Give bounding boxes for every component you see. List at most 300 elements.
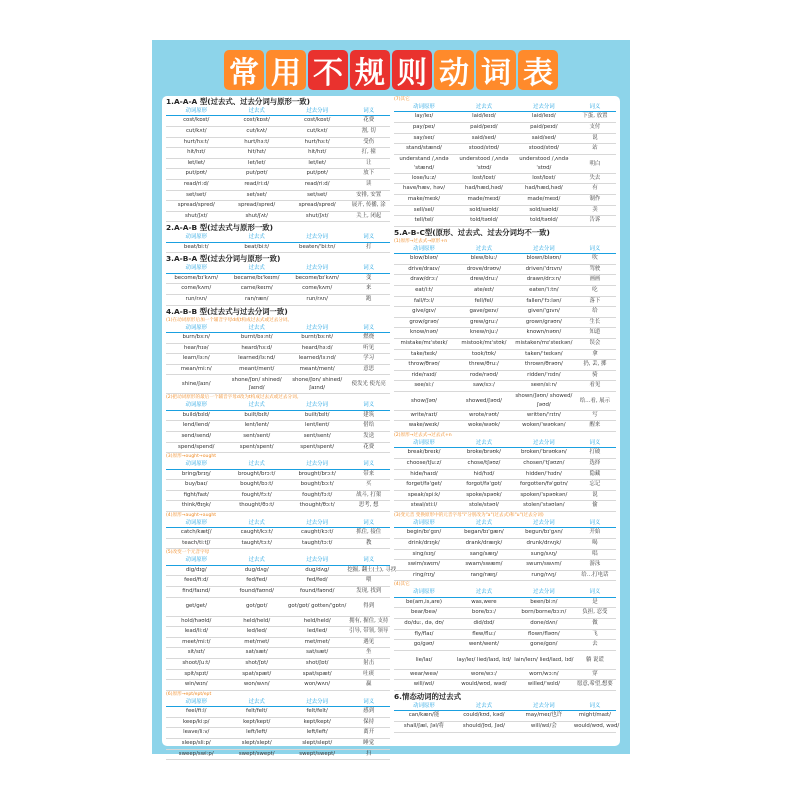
table-cell: cut/kʌt/ [166, 127, 226, 138]
table-cell: 明白 [574, 154, 616, 173]
table-cell: ride/raɪd/ [394, 370, 454, 381]
table-cell: 吃 [574, 285, 616, 296]
table-cell: ran/ræn/ [226, 294, 286, 305]
table-cell: 说 [574, 133, 616, 144]
table-cell: saw/sɔ:/ [454, 381, 514, 392]
table-cell: lose/lu:z/ [394, 173, 454, 184]
table-cell: may/meɪ/也许 [514, 711, 574, 722]
table-row [394, 338, 616, 349]
table-row [394, 173, 616, 184]
table-cell: 发送 [347, 431, 390, 442]
table-cell: shall/ʃæl, ʃəl/将 [394, 721, 454, 732]
table-cell: spread/spred/ [226, 201, 286, 212]
table-cell: hidden/ˈhɪdn/ [514, 469, 574, 480]
column-header: 词义 [347, 324, 390, 333]
verb-table [166, 107, 390, 222]
table-cell: spoke/spəʊk/ [454, 490, 514, 501]
table-cell: 喂 [347, 576, 390, 587]
title-char: 表 [518, 50, 558, 90]
table-cell: cost/kɒst/ [226, 116, 286, 127]
table-row [166, 501, 390, 512]
table-cell: spat/spæt/ [287, 669, 347, 680]
verb-table [394, 103, 616, 227]
column-header: 过去分词 [514, 519, 574, 528]
table-cell: did/dɪd/ [454, 619, 514, 630]
table-cell: sit/sɪt/ [166, 648, 226, 659]
table-cell: built/bɪlt/ [226, 410, 286, 421]
table-cell: will/wɪl/会 [514, 721, 574, 732]
table-cell: cut/kʌt/ [287, 127, 347, 138]
table-cell: 生长 [574, 317, 616, 328]
table-cell: hold/həʊld/ [166, 616, 226, 627]
table-cell: said/sed/ [454, 133, 514, 144]
table-cell: win/wɪn/ [166, 680, 226, 691]
table-cell: stood/stʊd/ [514, 144, 574, 155]
table-cell: send/send/ [166, 431, 226, 442]
table-row [166, 242, 390, 253]
table-cell: drove/drəʊv/ [454, 264, 514, 275]
table-row [166, 137, 390, 148]
table-row [394, 307, 616, 318]
column-header: 过去分词 [287, 107, 347, 116]
title-char: 词 [476, 50, 516, 90]
table-row [394, 254, 616, 265]
table-cell: thrown/θrəʊn/ [514, 360, 574, 371]
table-row [394, 629, 616, 640]
table-cell: shut/ʃʌt/ [287, 211, 347, 222]
table-header-row [166, 233, 390, 242]
table-cell: built/bɪlt/ [287, 410, 347, 421]
column-header: 动词原形 [394, 439, 454, 448]
table-cell: sent/sent/ [287, 431, 347, 442]
table-cell: fell/fel/ [454, 296, 514, 307]
table-cell: flown/fləʊn/ [514, 629, 574, 640]
table-cell: rang/ræŋ/ [454, 570, 514, 581]
table-header-row [166, 519, 390, 528]
table-cell: lent/lent/ [287, 421, 347, 432]
table-cell: blown/bləʊn/ [514, 254, 574, 265]
column-header: 动词原形 [166, 233, 226, 242]
table-row [394, 184, 616, 195]
table-cell: swam/swæm/ [454, 560, 514, 571]
column-header: 动词原形 [394, 519, 454, 528]
column-header: 过去式 [226, 401, 286, 410]
table-cell: 去 [574, 640, 616, 651]
table-cell: paid/peɪd/ [454, 123, 514, 134]
table-cell: tell/tel/ [394, 216, 454, 227]
table-cell: fed/fed/ [226, 576, 286, 587]
table-cell: drink/drɪŋk/ [394, 539, 454, 550]
table-cell: beaten/ˈbi:tn/ [287, 242, 347, 253]
table-row [166, 480, 390, 491]
table-row [394, 194, 616, 205]
table-cell: take/teɪk/ [394, 349, 454, 360]
table-cell: teach/ti:tʃ/ [166, 538, 226, 549]
section-title: 1.A-A-A 型(过去式、过去分词与原形一致) [166, 97, 311, 106]
table-cell: grew/gru:/ [454, 317, 514, 328]
table-cell: 躺 说谎 [574, 650, 616, 669]
table-cell: sell/sel/ [394, 205, 454, 216]
table-cell: hid/hɪd/ [454, 469, 514, 480]
column-header: 动词原形 [394, 245, 454, 254]
table-cell: shoot/ʃu:t/ [166, 659, 226, 670]
table-cell: wrote/rəʊt/ [454, 410, 514, 421]
table-cell: begun/bɪˈgʌn/ [514, 528, 574, 539]
table-cell: met/met/ [287, 637, 347, 648]
table-cell: 关上, 闭起 [347, 211, 390, 222]
column-header: 词义 [347, 460, 390, 469]
table-cell: 偷 [574, 501, 616, 512]
table-cell: 遇见 [347, 637, 390, 648]
column-header: 动词原形 [166, 556, 226, 565]
table-cell: shone/ʃɒn/ shined/ʃaɪnd/ [226, 375, 286, 394]
table-cell: 割, 切 [347, 127, 390, 138]
table-cell: eaten/ˈi:tn/ [514, 285, 574, 296]
table-cell: brought/brɔ:t/ [287, 469, 347, 480]
table-cell: meet/mi:t/ [166, 637, 226, 648]
table-cell: stolen/ˈstəʊlən/ [514, 501, 574, 512]
table-cell: understood /ˌʌndəˈstʊd/ [454, 154, 514, 173]
table-cell: spread/spred/ [287, 201, 347, 212]
table-cell: 放下 [347, 169, 390, 180]
table-cell: seen/si:n/ [514, 381, 574, 392]
table-cell: 开始 [574, 528, 616, 539]
table-cell: might/maɪt/ [574, 711, 616, 722]
table-cell: should/ʃʊd, ʃəd/ [454, 721, 514, 732]
table-row [166, 490, 390, 501]
table-cell: found/faʊnd/ [226, 587, 286, 598]
column-header: 过去式 [226, 460, 286, 469]
title-char: 用 [266, 50, 306, 90]
table-cell: said/sed/ [514, 133, 574, 144]
table-cell: 思考, 想 [347, 501, 390, 512]
table-cell: began/bɪˈgæn/ [454, 528, 514, 539]
table-cell: 给…看, 展示 [574, 391, 616, 410]
table-cell: stand/stænd/ [394, 144, 454, 155]
table-cell: swept/swept/ [287, 749, 347, 760]
table-cell: blow/bləʊ/ [394, 254, 454, 265]
table-row [166, 116, 390, 127]
table-header-row [166, 556, 390, 565]
table-cell: drive/draɪv/ [394, 264, 454, 275]
table-cell: hit/hɪt/ [226, 148, 286, 159]
table-cell: 赢 [347, 680, 390, 691]
table-header-row [166, 460, 390, 469]
table-cell: spat/spæt/ [226, 669, 286, 680]
table-cell: kept/kept/ [226, 717, 286, 728]
table-cell: sung/sʌŋ/ [514, 549, 574, 560]
table-row [394, 721, 616, 732]
table-cell: 借给 [347, 421, 390, 432]
table-cell: bring/brɪŋ/ [166, 469, 226, 480]
table-cell: forgot/fəˈgɒt/ [454, 480, 514, 491]
table-row [166, 431, 390, 442]
poster [152, 40, 630, 757]
title-char: 不 [308, 50, 348, 90]
table-row [166, 669, 390, 680]
table-row [166, 576, 390, 587]
table-cell: lead/li:d/ [166, 627, 226, 638]
section-note: (3)原形→ought→ought [166, 454, 217, 460]
table-cell: mistake/mɪˈsteɪk/ [394, 338, 454, 349]
table-cell: lost/lɒst/ [514, 173, 574, 184]
table-cell: blew/blu:/ [454, 254, 514, 265]
table-cell: 选择 [574, 459, 616, 470]
verb-table [166, 233, 390, 253]
table-cell: won/wʌn/ [287, 680, 347, 691]
table-cell: caught/kɔ:t/ [226, 528, 286, 539]
column-header: 动词原形 [166, 264, 226, 273]
table-cell: shone/ʃɒn/ shined/ʃaɪnd/ [287, 375, 347, 394]
table-cell: buy/baɪ/ [166, 480, 226, 491]
table-cell: 唱 [574, 549, 616, 560]
table-cell: 扔, 丢, 掷 [574, 360, 616, 371]
table-cell: found/faʊnd/ [287, 587, 347, 598]
table-header-row [166, 107, 390, 116]
table-cell: spoken/ˈspəʊkən/ [514, 490, 574, 501]
verb-table [166, 401, 390, 453]
table-cell: let/let/ [287, 158, 347, 169]
column-header: 过去分词 [287, 264, 347, 273]
table-cell: 坐 [347, 648, 390, 659]
table-cell: 建筑 [347, 410, 390, 421]
table-cell: fed/fed/ [287, 576, 347, 587]
table-cell: 花费 [347, 442, 390, 453]
table-cell: say/seɪ/ [394, 133, 454, 144]
table-cell: 带来 [347, 469, 390, 480]
table-cell: drank/dræŋk/ [454, 539, 514, 550]
table-row [166, 364, 390, 375]
table-cell: be(am,is,are) [394, 597, 454, 608]
table-cell: wore/wɔ:/ [454, 669, 514, 680]
table-cell: 给 [574, 307, 616, 318]
column-header: 过去分词 [287, 324, 347, 333]
column-header: 动词原形 [166, 401, 226, 410]
table-row [394, 560, 616, 571]
table-cell: 打 [347, 242, 390, 253]
table-cell: 买 [347, 480, 390, 491]
table-cell: burn/bɜ:n/ [166, 332, 226, 343]
table-cell: sweep/swi:p/ [166, 749, 226, 760]
table-row [394, 528, 616, 539]
table-header-row [166, 698, 390, 707]
table-cell: willed/ˈwɪld/ [514, 680, 574, 691]
table-cell: 游泳 [574, 560, 616, 571]
table-cell: do/du:, də, dʊ/ [394, 619, 454, 630]
table-row [166, 284, 390, 295]
column-header: 词义 [347, 556, 390, 565]
section-note: (1)在动词原形后加一个辅音字母d或t构成过去式或过去分词。 [166, 317, 293, 323]
table-cell: understand /ˌʌndəˈstænd/ [394, 154, 454, 173]
table-cell: shut/ʃʌt/ [166, 211, 226, 222]
table-cell: heard/hɜ:d/ [287, 343, 347, 354]
table-cell: 支付 [574, 123, 616, 134]
table-row [166, 627, 390, 638]
column-header: 动词原形 [166, 460, 226, 469]
table-cell: 战斗, 打架 [347, 490, 390, 501]
table-cell: get/get/ [166, 597, 226, 616]
table-row [394, 370, 616, 381]
table-cell: give/gɪv/ [394, 307, 454, 318]
verb-table [166, 556, 397, 690]
table-cell: felt/felt/ [226, 707, 286, 718]
table-cell: 受伤 [347, 137, 390, 148]
table-row [166, 410, 390, 421]
table-cell: hurt/hɜ:t/ [287, 137, 347, 148]
table-cell: eat/i:t/ [394, 285, 454, 296]
table-cell: 保持 [347, 717, 390, 728]
verb-table [394, 702, 620, 733]
table-cell: lend/lend/ [166, 421, 226, 432]
column-header: 动词原形 [166, 519, 226, 528]
column-header: 过去分词 [287, 233, 347, 242]
column-header: 过去分词 [514, 103, 574, 112]
table-cell: mistaken/mɪˈsteɪkən/ [514, 338, 574, 349]
table-cell: spit/spɪt/ [166, 669, 226, 680]
table-cell: beat/bi:t/ [226, 242, 286, 253]
table-cell: shut/ʃʌt/ [226, 211, 286, 222]
verb-table [394, 439, 616, 512]
table-cell: 是 [574, 597, 616, 608]
table-cell: born/borne/bɔ:n/ [514, 608, 574, 619]
table-cell: let/let/ [166, 158, 226, 169]
table-cell: 有 [574, 184, 616, 195]
table-cell: wear/weə/ [394, 669, 454, 680]
table-cell: had/hæd,həd/ [514, 184, 574, 195]
table-cell: worn/wɔ:n/ [514, 669, 574, 680]
table-row [166, 169, 390, 180]
column-header: 过去式 [454, 103, 514, 112]
column-header: 过去式 [226, 264, 286, 273]
table-cell: went/went/ [454, 640, 514, 651]
table-cell: 拥有, 握住, 支持 [347, 616, 390, 627]
table-row [166, 201, 390, 212]
column-header: 过去式 [226, 324, 286, 333]
table-cell: leave/li:v/ [166, 728, 226, 739]
column-header: 动词原形 [394, 588, 454, 597]
table-cell: 拿 [574, 349, 616, 360]
table-cell: led/led/ [287, 627, 347, 638]
table-cell: 睡觉 [347, 739, 390, 750]
table-row [394, 123, 616, 134]
table-cell: came/keɪm/ [226, 284, 286, 295]
table-row [394, 490, 616, 501]
table-row [166, 565, 390, 576]
table-row [166, 616, 390, 627]
table-cell: got/gɒt/ [226, 597, 286, 616]
table-cell: swim/swɪm/ [394, 560, 454, 571]
column-header: 词义 [347, 264, 390, 273]
table-cell: rung/rʌŋ/ [514, 570, 574, 581]
table-cell: will/wɪl/ [394, 680, 454, 691]
table-cell: 给…打电话 [574, 570, 616, 581]
table-cell: held/held/ [226, 616, 286, 627]
table-row [394, 421, 616, 432]
section-note: (1)原形→过去式→原形+n [394, 238, 448, 244]
table-cell: hurt/hɜ:t/ [166, 137, 226, 148]
table-cell: ridden/ˈrɪdn/ [514, 370, 574, 381]
table-cell: set/set/ [166, 190, 226, 201]
table-cell: taught/tɔ:t/ [287, 538, 347, 549]
table-row [166, 538, 390, 549]
table-cell: 做 [574, 619, 616, 630]
table-cell: show/ʃəʊ/ [394, 391, 454, 410]
column-header: 词义 [347, 401, 390, 410]
table-cell: lost/lɒst/ [454, 173, 514, 184]
table-cell: fought/fɔ:t/ [287, 490, 347, 501]
table-cell: slept/slept/ [226, 739, 286, 750]
table-row [394, 469, 616, 480]
table-row [394, 285, 616, 296]
table-row [394, 640, 616, 651]
table-row [394, 144, 616, 155]
table-cell: ate/eɪt/ [454, 285, 514, 296]
table-cell: 愿意,希望,想要 [574, 680, 616, 691]
table-cell: told/təʊld/ [514, 216, 574, 227]
section-note: (5)改变一个元音字母 [166, 550, 210, 556]
table-row [166, 707, 390, 718]
column-header: 过去分词 [514, 588, 574, 597]
table-cell: led/led/ [226, 627, 286, 638]
table-row [166, 717, 390, 728]
table-cell: 卖 [574, 205, 616, 216]
table-cell: have/hæv, həv/ [394, 184, 454, 195]
table-row [394, 275, 616, 286]
table-cell: come/kʌm/ [166, 284, 226, 295]
table-cell: stood/stʊd/ [454, 144, 514, 155]
table-cell: taught/tɔ:t/ [226, 538, 286, 549]
table-cell: lent/lent/ [226, 421, 286, 432]
table-cell: grown/grəʊn/ [514, 317, 574, 328]
table-cell: was,were [454, 597, 514, 608]
table-cell: 站 [574, 144, 616, 155]
table-cell: gave/geɪv/ [454, 307, 514, 318]
table-cell: sing/sɪŋ/ [394, 549, 454, 560]
table-cell: shown/ʃəʊn/ showed/ʃəʊd/ [514, 391, 574, 410]
table-cell: 安排, 安置 [347, 190, 390, 201]
table-cell: sleep/sli:p/ [166, 739, 226, 750]
table-cell: steal/sti:l/ [394, 501, 454, 512]
table-cell: bought/bɔ:t/ [287, 480, 347, 491]
table-cell: run/rʌn/ [287, 294, 347, 305]
column-header: 过去式 [226, 233, 286, 242]
table-cell: 知道 [574, 328, 616, 339]
table-row [166, 332, 390, 343]
title-char: 则 [392, 50, 432, 90]
section-note: (4)原形→aught→aught [166, 512, 217, 518]
table-cell: make/meɪk/ [394, 194, 454, 205]
table-row [166, 442, 390, 453]
table-cell: run/rʌn/ [166, 294, 226, 305]
table-cell: swept/swept/ [226, 749, 286, 760]
table-cell: lay/leɪ/ [394, 112, 454, 123]
table-cell: rode/rəʊd/ [454, 370, 514, 381]
table-cell: put/pʊt/ [226, 169, 286, 180]
table-cell: choose/tʃu:z/ [394, 459, 454, 470]
table-row [394, 296, 616, 307]
table-cell: woke/wəʊk/ [454, 421, 514, 432]
column-header: 过去式 [454, 519, 514, 528]
section-title: 3.A-B-A 型(过去分词与原形一致) [166, 254, 281, 264]
table-row [166, 739, 390, 750]
table-header-row [166, 324, 390, 333]
table-cell: catch/kætʃ/ [166, 528, 226, 539]
column-header: 过去分词 [287, 401, 347, 410]
table-cell: drunk/drʌŋk/ [514, 539, 574, 550]
table-cell: 扫 [347, 749, 390, 760]
column-header: 动词原形 [394, 702, 454, 711]
table-cell: 醒来 [574, 421, 616, 432]
